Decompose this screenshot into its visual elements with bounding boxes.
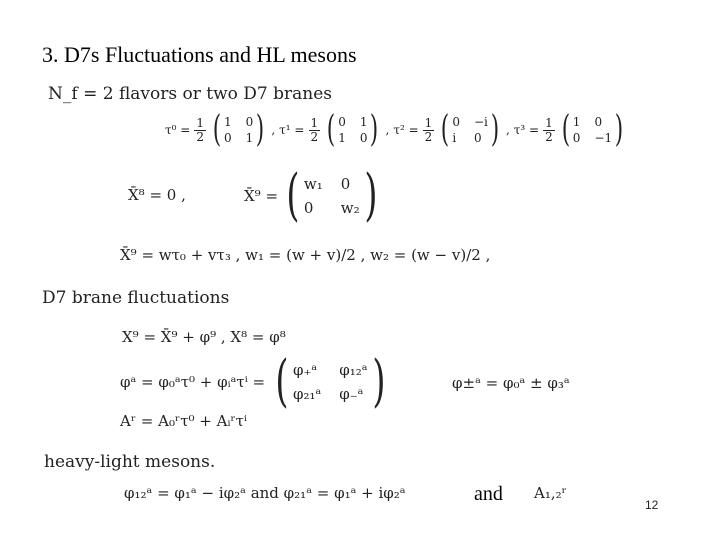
tau0-matrix: ( 1 0 0 1 ) (212, 109, 265, 150)
tau1-label: τ¹ = (279, 123, 305, 137)
x-fluct-line: X⁹ = X̄⁹ + φ⁹ , X⁸ = φ⁸ (122, 328, 286, 346)
tau2-label: τ² = (393, 123, 419, 137)
tau0-label: τ⁰ = (165, 123, 191, 137)
xbar8-eq: X̄⁸ = 0 , (128, 186, 186, 204)
and-word: and (474, 483, 503, 505)
a-decomposition: Aʳ = A₀ʳτ⁰ + Aᵢʳτⁱ (120, 412, 247, 430)
tau3-matrix: ( 1 0 0 −1 ) (561, 109, 624, 150)
w-definitions: X̄⁹ = wτ₀ + vτ₃ , w₁ = (w + v)/2 , w₂ = (w − v)/2 , (120, 246, 491, 264)
slide-title: 3. D7s Fluctuations and HL mesons (42, 42, 357, 67)
tau1-matrix: ( 0 1 1 0 ) (326, 109, 379, 150)
xbar9-label: X̄⁹ = (244, 187, 279, 205)
tau3-label: τ³ = (513, 123, 540, 137)
hl-heading: heavy-light mesons. (44, 452, 216, 472)
tau2-matrix: ( 0 −i i 0 ) (441, 109, 500, 150)
nf-line: N_f = 2 flavors or two D7 branes (48, 84, 333, 104)
a12-symbol: A₁,₂ʳ (534, 484, 567, 502)
xbar9-matrix: ( w₁ 0 0 w₂ ) (286, 163, 378, 228)
phi-matrix: ( φ₊ᵃ φ₁₂ᵃ φ₂₁ᵃ φ₋ᵃ ) (275, 349, 386, 414)
fluctuations-heading: D7 brane fluctuations (42, 288, 230, 308)
hl-phi-line: φ₁₂ᵃ = φ₁ᵃ − iφ₂ᵃ and φ₂₁ᵃ = φ₁ᵃ + iφ₂ᵃ (124, 484, 406, 502)
page-number: 12 (645, 498, 659, 512)
phi-pm-def: φ±ᵃ = φ₀ᵃ ± φ₃ᵃ (452, 374, 570, 392)
xbar9-eq (244, 163, 381, 228)
phi-lhs: φᵃ = φ₀ᵃτ⁰ + φᵢᵃτⁱ = (120, 373, 266, 391)
half-fraction: $\frac{1}{2}$ (196, 115, 204, 144)
tau-matrices: τ⁰ = $\frac{1}{2}$ ( 1 0 0 1 ) , τ¹ = $\frac{1}{2}$ ( 0 1 1 0 ) , τ² = $\frac{1}{2}$ ( 0 −i i 0 ) , τ³ = $\frac{1}{2}$ ( 1 0 0 −1 ) (165, 112, 626, 148)
phi-decomposition (120, 349, 389, 414)
